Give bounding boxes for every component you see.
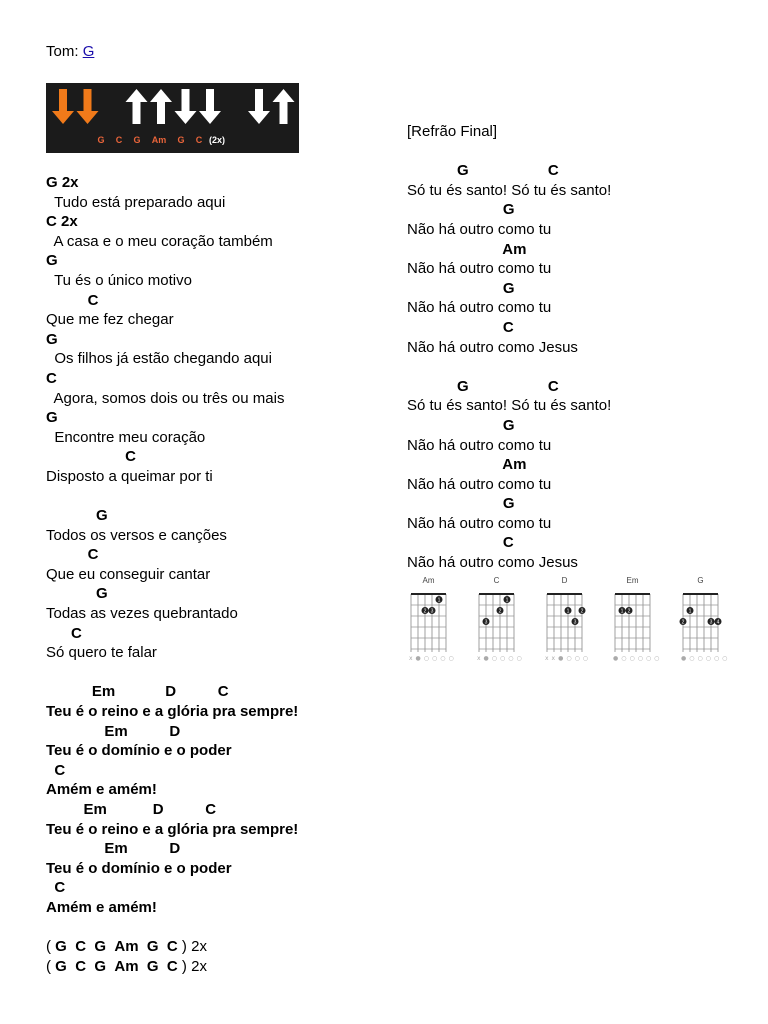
finger-number: 1 [505,597,509,604]
lyric-line: Tu és o único motivo [46,271,192,289]
key-link[interactable]: G [82,43,95,60]
lyric-line: Só tu és santo! Só tu és santo! [407,181,612,199]
finger-number: 3 [709,619,713,626]
lyric-line: Que me fez chegar [46,311,174,329]
open-string-markers: xx●○○○ [545,655,592,662]
chord-line: C [46,291,99,309]
chord-name: Em [626,576,639,585]
lyric-line: Os filhos já estão chegando aqui [46,350,272,368]
chord-name: Am [422,576,435,585]
chord-line: C [46,761,66,779]
arrow-down-icon [199,89,221,124]
finger-number: 2 [423,608,427,615]
arrow-down-icon [175,89,197,124]
chord-line: C 2x [46,213,78,231]
chord-line: C [46,879,66,897]
lyric-line: Todas as vezes quebrantado [46,605,238,623]
key-label: Tom: [46,43,83,60]
lyric-line: Disposto a queimar por ti [46,467,213,485]
lyric-line [46,918,298,938]
lyric-line: Não há outro como tu [407,436,552,454]
chord-line: G [46,585,108,603]
chord-line: C [407,318,514,336]
open-string-markers: ●○○○○○ [613,655,663,662]
chord-name: D [561,576,568,585]
chord-diagrams [403,574,733,664]
finger-number: 2 [681,619,685,626]
lyric-line: Agora, somos dois ou três ou mais [46,389,285,407]
lyric-line: Não há outro como Jesus [407,554,578,572]
chord-line: C [46,624,82,642]
chord-line: C [407,534,514,552]
chord-line: G 2x [46,174,79,191]
strum-chord: G [177,135,185,145]
chord-line: G C [407,377,559,395]
chord-line: Teu é o domínio e o poder [46,859,232,877]
chord-line: Am [407,240,527,258]
lyric-line: Encontre meu coração [46,428,206,446]
arrow-up-icon [273,89,295,124]
lyric-line [407,357,611,377]
chord-name: C [493,576,500,585]
finger-number: 2 [627,608,631,615]
lyric-line: Não há outro como tu [407,475,552,493]
lyric-line: Não há outro como tu [407,299,552,317]
chord-name: G [697,576,704,585]
chord-line: Teu é o reino e a glória pra sempre! [46,703,299,721]
lyric-line [46,487,298,507]
chord-line: G [46,507,108,525]
lyric-line [46,663,298,683]
finger-number: 1 [437,597,441,604]
finger-number: 3 [430,608,434,615]
chord-line: Em D C [46,683,229,701]
finger-number: 2 [498,608,502,615]
chord-line: G [407,416,515,434]
chord-line: Teu é o reino e a glória pra sempre! [46,820,299,838]
chord-line: Teu é o domínio e o poder [46,742,232,760]
chord-line: Am [407,456,527,474]
arrow-up-icon [150,89,172,124]
lyrics-right-column [407,122,611,573]
strum-chord: C [115,135,123,145]
lyric-line [407,142,611,162]
strum-chord: Am [151,135,167,145]
strumming-pattern [46,83,299,153]
lyric-line: Não há outro como tu [407,514,552,532]
finger-number: 1 [566,608,570,615]
finger-number: 3 [573,619,577,626]
arrow-down-icon [52,89,74,124]
lyric-line: Não há outro como tu [407,220,552,238]
open-string-markers: x●○○○○ [477,655,525,662]
chord-line: C [46,448,137,466]
chord-line: Em D [46,840,181,858]
finger-number: 2 [580,608,584,615]
strum-repeat: (2x) [209,135,226,145]
arrow-up-icon [126,89,148,124]
lyric-line: [Refrão Final] [407,123,498,140]
strum-chord: G [133,135,141,145]
lyric-line: Só tu és santo! Só tu és santo! [407,397,612,415]
chord-progression-line: ( G C G Am G C ) 2x [46,957,207,975]
open-string-markers: x●○○○○ [409,655,457,662]
chord-line: G [46,409,58,427]
strum-chord: C [195,135,203,145]
lyric-line: Todos os versos e canções [46,526,227,544]
chord-line: C [46,546,99,564]
chord-line: G [407,279,515,297]
lyric-line: Que eu conseguir cantar [46,565,211,583]
lyric-line: Tudo está preparado aqui [46,193,226,211]
lyric-line: Só quero te falar [46,644,157,662]
chord-line: Em D C [46,801,217,818]
chord-line: G [46,330,58,348]
chord-line: G [407,495,515,513]
lyric-line: Não há outro como tu [407,260,552,278]
lyric-line: A casa e o meu coração também [46,232,273,250]
finger-number: 1 [688,608,692,615]
chord-line: G C [407,162,559,180]
chord-line: Em D [46,722,181,740]
chord-line: G [407,201,515,219]
chord-progression-line: ( G C G Am G C ) 2x [46,938,207,956]
chord-line: Amém e amém! [46,781,157,799]
finger-number: 4 [716,619,720,626]
finger-number: 1 [620,608,624,615]
lyric-line: Não há outro como Jesus [407,338,578,356]
open-string-markers: ●○○○○○ [681,655,731,662]
lyrics-left-column [46,173,298,976]
chord-line: C [46,369,57,387]
chord-line: G [46,252,58,270]
chord-line: Amém e amém! [46,898,157,916]
key-line [46,43,94,60]
arrow-down-icon [77,89,99,124]
finger-number: 3 [484,619,488,626]
strum-chord: G [97,135,105,145]
arrow-down-icon [248,89,270,124]
